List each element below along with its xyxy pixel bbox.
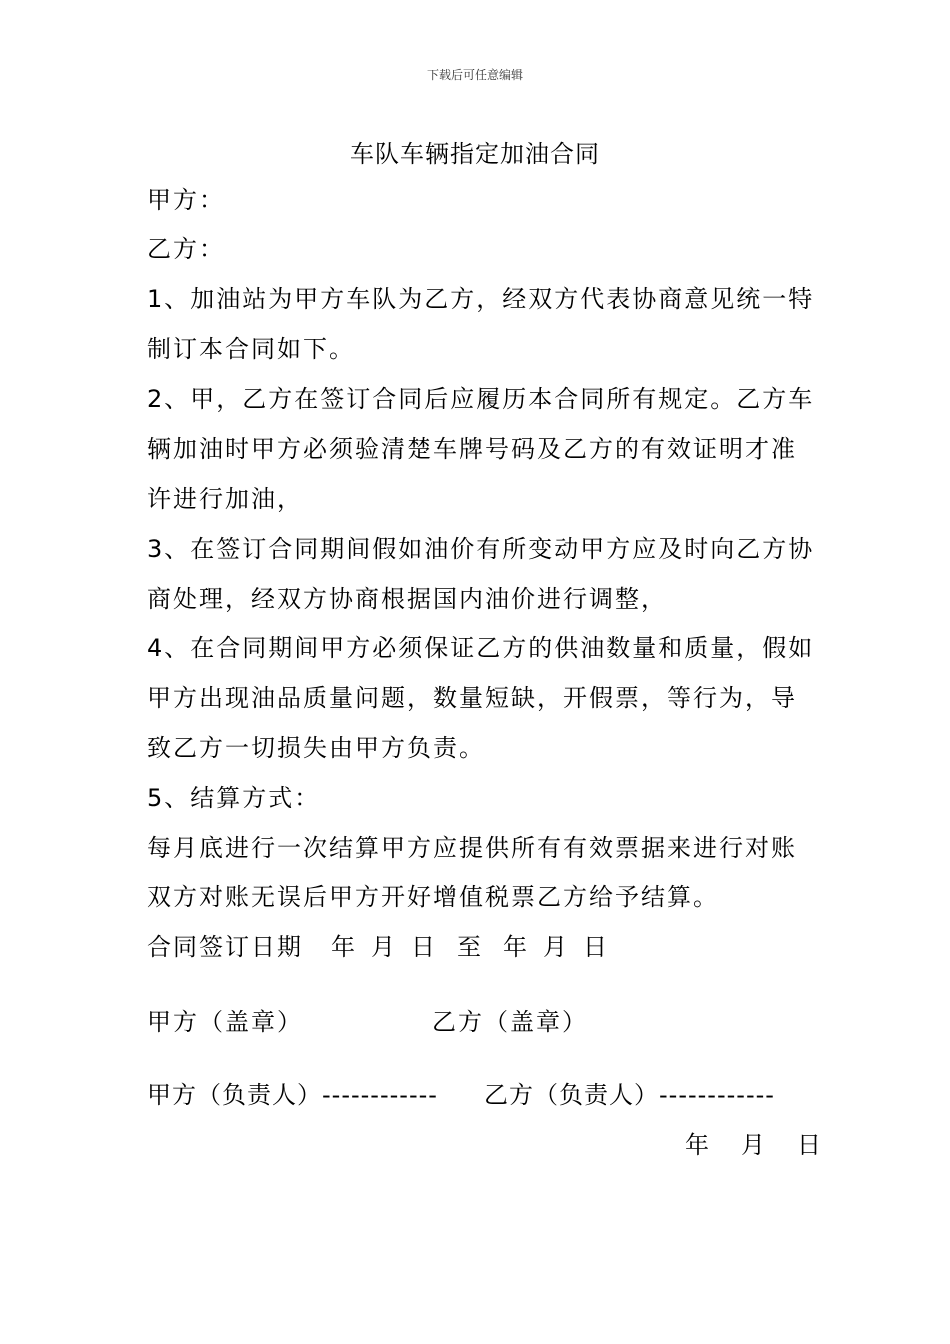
sign-date-year-end: 年 [503,933,529,961]
sign-date-month-end: 月 [543,933,569,961]
sign-date-year: 年 [331,933,357,961]
sign-date-label: 合同签订日期 [147,933,303,961]
party-b-representative: 乙方（负责人）------------ [484,1081,775,1109]
clause-line: 5、结算方式： [147,784,321,812]
final-date [685,1130,823,1160]
final-date-year: 年 [685,1131,711,1159]
clause-line: 许进行加油， [147,485,303,513]
document-title: 车队车辆指定加油合同 [350,140,600,168]
sign-date-day-end: 日 [583,933,609,961]
clause-line: 制订本合同如下。 [147,335,355,363]
clause-line: 甲方出现油品质量问题，数量短缺，开假票，等行为，导 [147,684,797,712]
clause-line: 辆加油时甲方必须验清楚车牌号码及乙方的有效证明才准 [147,435,797,463]
clause-line: 双方对账无误后甲方开好增值税票乙方给予结算。 [147,883,719,911]
header-note: 下载后可任意编辑 [426,68,523,82]
clause-line: 4、在合同期间甲方必须保证乙方的供油数量和质量，假如 [147,634,815,662]
party-b-label: 乙方： [147,235,225,263]
clause-line: 致乙方一切损失由甲方负责。 [147,734,485,762]
party-a-representative: 甲方（负责人）------------ [147,1081,438,1109]
sign-date-day: 日 [411,933,437,961]
clause-line: 每月底进行一次结算甲方应提供所有有效票据来进行对账 [147,834,797,862]
sign-date-month: 月 [371,933,397,961]
clause-line: 3、在签订合同期间假如油价有所变动甲方应及时向乙方协 [147,535,815,563]
contract-sign-date [147,932,817,962]
sign-date-to: 至 [457,933,483,961]
clause-line: 1、加油站为甲方车队为乙方，经双方代表协商意见统一特 [147,285,815,313]
clause-line: 2、甲，乙方在签订合同后应履历本合同所有规定。乙方车 [147,385,815,413]
final-date-day: 日 [797,1131,823,1159]
party-b-seal: 乙方（盖章） [432,1008,588,1036]
party-a-seal: 甲方（盖章） [147,1008,303,1036]
final-date-month: 月 [741,1131,767,1159]
clause-line: 商处理，经双方协商根据国内油价进行调整， [147,585,667,613]
party-a-label: 甲方： [147,186,225,214]
